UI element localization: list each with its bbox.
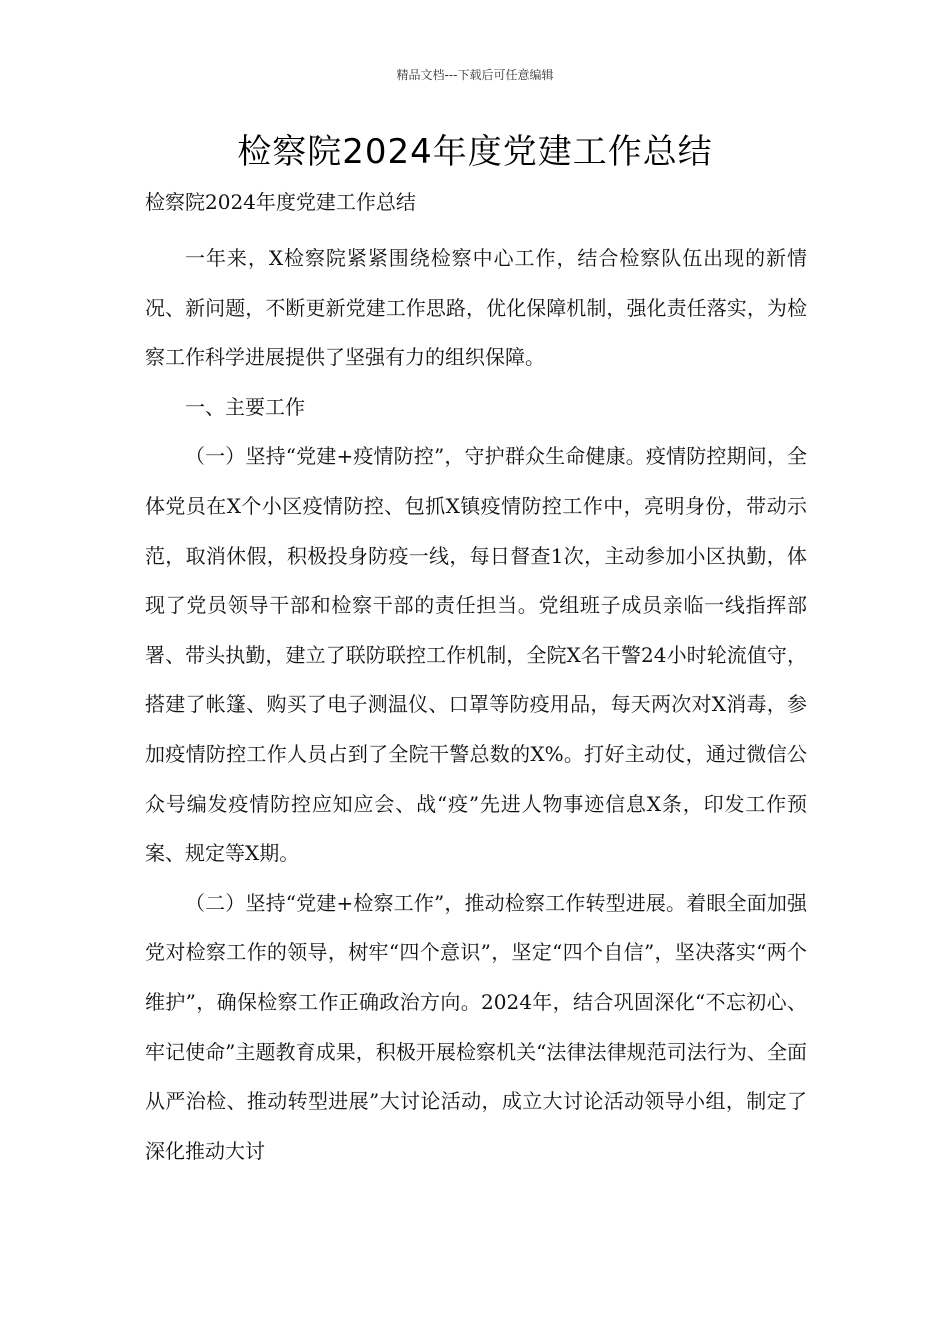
intro-paragraph: 一年来，X检察院紧紧围绕检察中心工作，结合检察队伍出现的新情况、新问题，不断更新党建工作思路，优化保障机制，强化责任落实，为检察工作科学进展提供了坚强有力的组织保障。 — [145, 246, 807, 370]
document-body — [145, 234, 807, 1176]
page-header-note: 精品文档---下载后可任意编辑 — [396, 68, 554, 82]
document-title: 检察院2024年度党建工作总结 — [237, 132, 713, 172]
paragraph-epidemic-control: （一）坚持“党建+疫情防控”，守护群众生命健康。疫情防控期间，全体党员在X个小区疫情防控、包抓X镇疫情防控工作中，亮明身份，带动示范，取消休假，积极投身防疫一线，每日督查1次，主动参加小区执勤，体现了党员领导干部和检察干部的责任担当。党组班子成员亲临一线指挥部署、带头执勤，建立了联防联控工作机制，全院X名干警24小时轮流值守，搭建了帐篷、购买了电子测温仪、口罩等防疫用品，每天两次对X消毒，参加疫情防控工作人员占到了全院干警总数的X%。打好主动仗，通过微信公众号编发疫情防控应知应会、战“疫”先进人物事迹信息X条，印发工作预案、规定等X期。 — [145, 444, 807, 866]
section-heading-main-work: 一、主要工作 — [185, 394, 305, 419]
document-subtitle: 检察院2024年度党建工作总结 — [145, 190, 416, 214]
paragraph-procuratorial-work: （二）坚持“党建+检察工作”，推动检察工作转型进展。着眼全面加强党对检察工作的领导，树牢“四个意识”，坚定“四个自信”，坚决落实“两个维护”，确保检察工作正确政治方向。2024年，结合巩固深化“不忘初心、牢记使命”主题教育成果，积极开展检察机关“法律法律规范司法行为、全面从严治检、推动转型进展”大讨论活动，成立大讨论活动领导小组，制定了深化推动大讨 — [145, 890, 807, 1163]
